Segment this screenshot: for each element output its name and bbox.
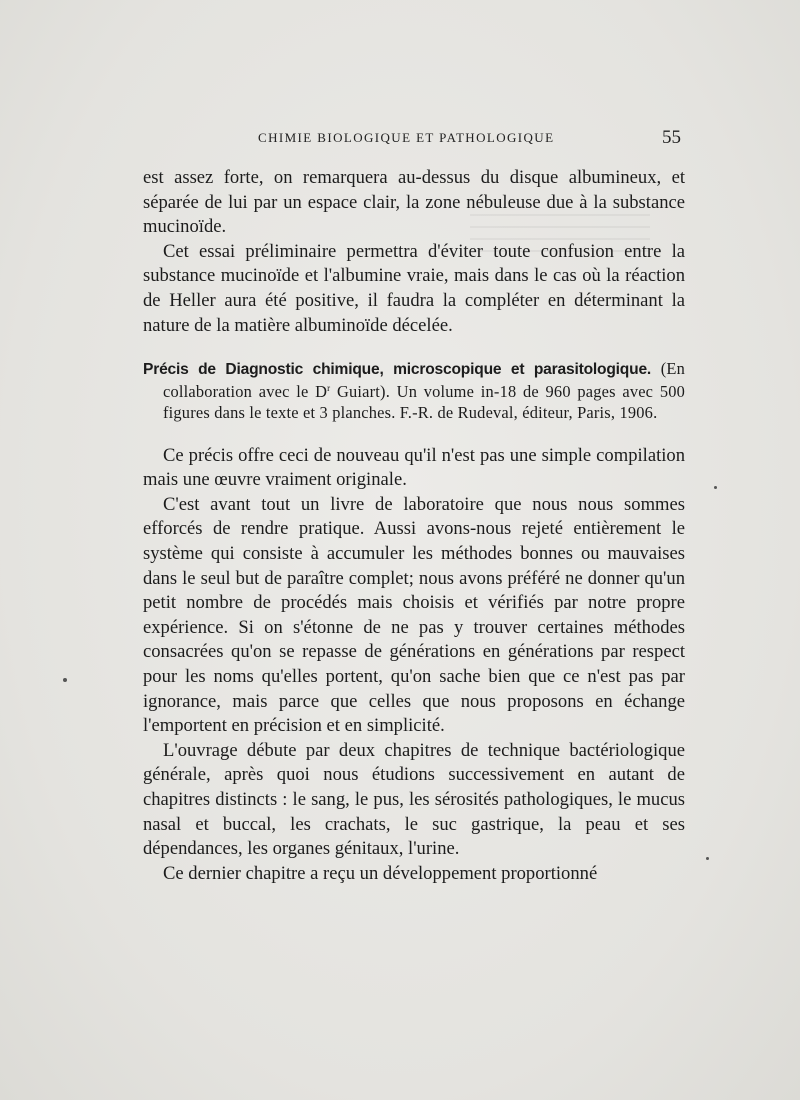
paragraph: Cet essai préliminaire permettra d'éviter toute confusion entre la substance mucinoïde et l'albumine vraie, mais dans le cas où la réaction de Heller aura été positive, il faudra la compléter en déterminant la nature de la matière albuminoïde décelée. bbox=[143, 240, 685, 336]
page-speck bbox=[706, 857, 709, 860]
reference-superscript: r bbox=[327, 382, 331, 393]
running-title: CHIMIE BIOLOGIQUE ET PATHOLOGIQUE bbox=[258, 130, 555, 145]
paragraph: L'ouvrage débute par deux chapitres de technique bactériologique générale, après quoi nous étudions successivement en autant de chapitres distincts : le sang, le pus, les sérosités pathologiques, le mucus nasal et buccal, les crachats, le suc gastrique, la peau et ses dépendances, les organes génitaux, l'urine. bbox=[143, 739, 685, 860]
page-speck bbox=[714, 486, 717, 489]
body-text bbox=[143, 166, 685, 886]
running-head bbox=[140, 128, 685, 150]
bibliographic-reference bbox=[143, 358, 685, 424]
page-number: 55 bbox=[662, 127, 681, 148]
reference-details-start: (En collaboration avec le D bbox=[163, 359, 685, 401]
paragraph: Ce précis offre ceci de nouveau qu'il n'est pas une simple compilation mais une œuvre vraiment originale. bbox=[143, 444, 685, 491]
page-speck bbox=[63, 678, 67, 682]
reference-details-end: Guiart). Un volume in-18 de 960 pages avec 500 figures dans le texte et 3 planches. F.-R. de Rudeval, éditeur, Paris, 1906. bbox=[163, 381, 685, 423]
paragraph-truncated: Ce dernier chapitre a reçu un développement proportionné bbox=[163, 862, 598, 884]
reference-title: Précis de Diagnostic chimique, microscopique et parasitologique. bbox=[143, 361, 652, 379]
paragraph-continued: est assez forte, on remarquera au-dessus du disque albumineux, et séparée de lui par un espace clair, la zone nébuleuse due à la substance mucinoïde. bbox=[143, 167, 685, 238]
paragraph: C'est avant tout un livre de laboratoire que nous nous sommes efforcés de rendre pratique. Aussi avons-nous rejeté entièrement le système qui consiste à accumuler les méthodes bonnes ou mauvaises dans le seul but de paraître complet; nous avons préféré ne donner qu'un petit nombre de procédés mais choisis et vérifiés par notre propre expérience. Si on s'étonne de ne pas y trouver certaines méthodes consacrées qu'on se repasse de générations en générations par respect pour les noms qu'elles portent, qu'on sache bien que ce n'est pas par ignorance, mais parce que celles que nous proposons en échange l'emportent en précision et en simplicité. bbox=[143, 493, 685, 737]
